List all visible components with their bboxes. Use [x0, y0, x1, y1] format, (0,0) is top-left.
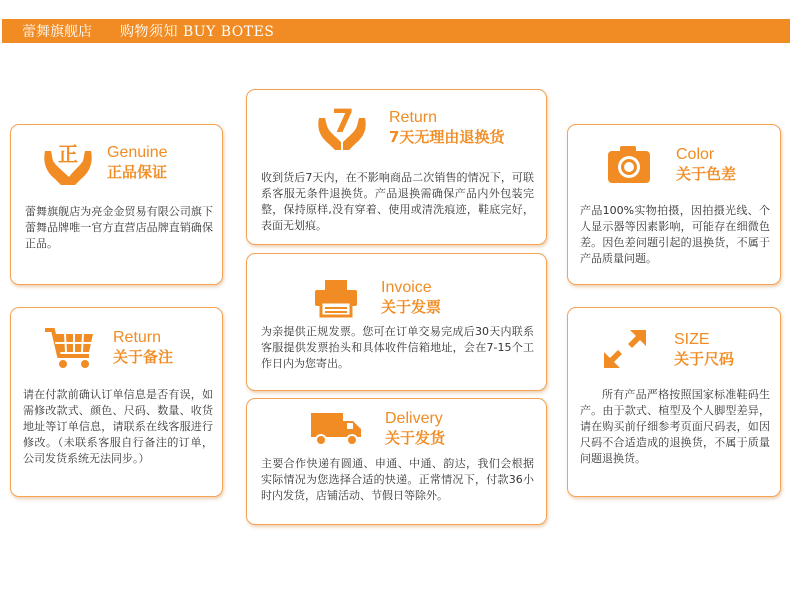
card-body: 收到货后7天内，在不影响商品二次销售的情况下，可联系客服无条件退换货。产品退换需确保产品内外包装完整，保持原样,没有穿着、使用或清洗痕迹，鞋底完好，表面无划痕。 [261, 171, 534, 232]
camera-icon [600, 139, 658, 189]
resize-arrows-icon [596, 324, 654, 374]
card-title-cn: 正品保证 [107, 162, 168, 181]
card-title-cn: 关于尺码 [674, 349, 735, 368]
svg-text:7: 7 [331, 102, 355, 140]
svg-text:正: 正 [58, 142, 78, 166]
card-size [567, 307, 781, 497]
printer-icon [307, 272, 365, 322]
card-title-en: Genuine [107, 143, 168, 161]
header-bar [2, 19, 790, 43]
card-title-en: SIZE [674, 330, 710, 348]
page-title: 购物须知 BUY BOTES [120, 24, 275, 40]
card-title-cn: 关于发票 [381, 297, 442, 316]
card-remark [10, 307, 223, 497]
card-title-en: Color [676, 145, 715, 163]
card-title-cn: 关于发货 [385, 428, 446, 447]
card-title-cn: 7天无理由退换货 [389, 127, 505, 146]
card-delivery [246, 398, 547, 525]
card-title-cn: 关于备注 [113, 347, 174, 366]
card-title-cn: 关于色差 [676, 164, 737, 183]
card-title-en: Return [389, 108, 438, 126]
card-color [567, 124, 781, 285]
card-invoice [246, 253, 547, 391]
card-genuine [10, 124, 223, 285]
hands-seven-icon [313, 102, 371, 152]
hands-genuine-icon [39, 137, 97, 187]
card-body: 蕾舞旗舰店为亮金金贸易有限公司旗下蕾舞品牌唯一官方直营店品牌直销确保正品。 [25, 205, 213, 250]
card-body: 请在付款前确认订单信息是否有误，如需修改款式、颜色、尺码、数量、收货地址等订单信息，请联系在线客服进行修改。（未联系客服自行备注的订单，公司发货系统无法同步。） [23, 388, 213, 465]
card-title-en: Delivery [385, 409, 443, 427]
card-body: 所有产品严格按照国家标准鞋码生产。由于款式、楦型及个人脚型差异，请在购买前仔细参考页面尺码表，如因尺码不合适造成的退换货，不属于质量问题退换货。 [580, 388, 770, 465]
shopping-cart-icon [41, 322, 99, 372]
card-body: 主要合作快递有圆通、申通、中通、韵达，我们会根据实际情况为您选择合适的快递。正常情况下，付款36小时内发货，店铺活动、节假日等除外。 [261, 457, 534, 502]
card-title-en: Return [113, 328, 162, 346]
card-title-en: Invoice [381, 278, 432, 296]
card-return-7days [246, 89, 547, 245]
card-body: 产品100%实物拍摄，因拍摄光线、个人显示器等因素影响，可能存在细微色差。因色差问题引起的退换货，不属于产品质量问题。 [580, 204, 770, 265]
card-body: 为亲提供正规发票。您可在订单交易完成后30天内联系客服提供发票抬头和具体收件信箱地址，会在7-15个工作日内为您寄出。 [261, 325, 534, 370]
shop-name: 蕾舞旗舰店 [22, 24, 92, 40]
delivery-truck-icon [307, 403, 365, 453]
